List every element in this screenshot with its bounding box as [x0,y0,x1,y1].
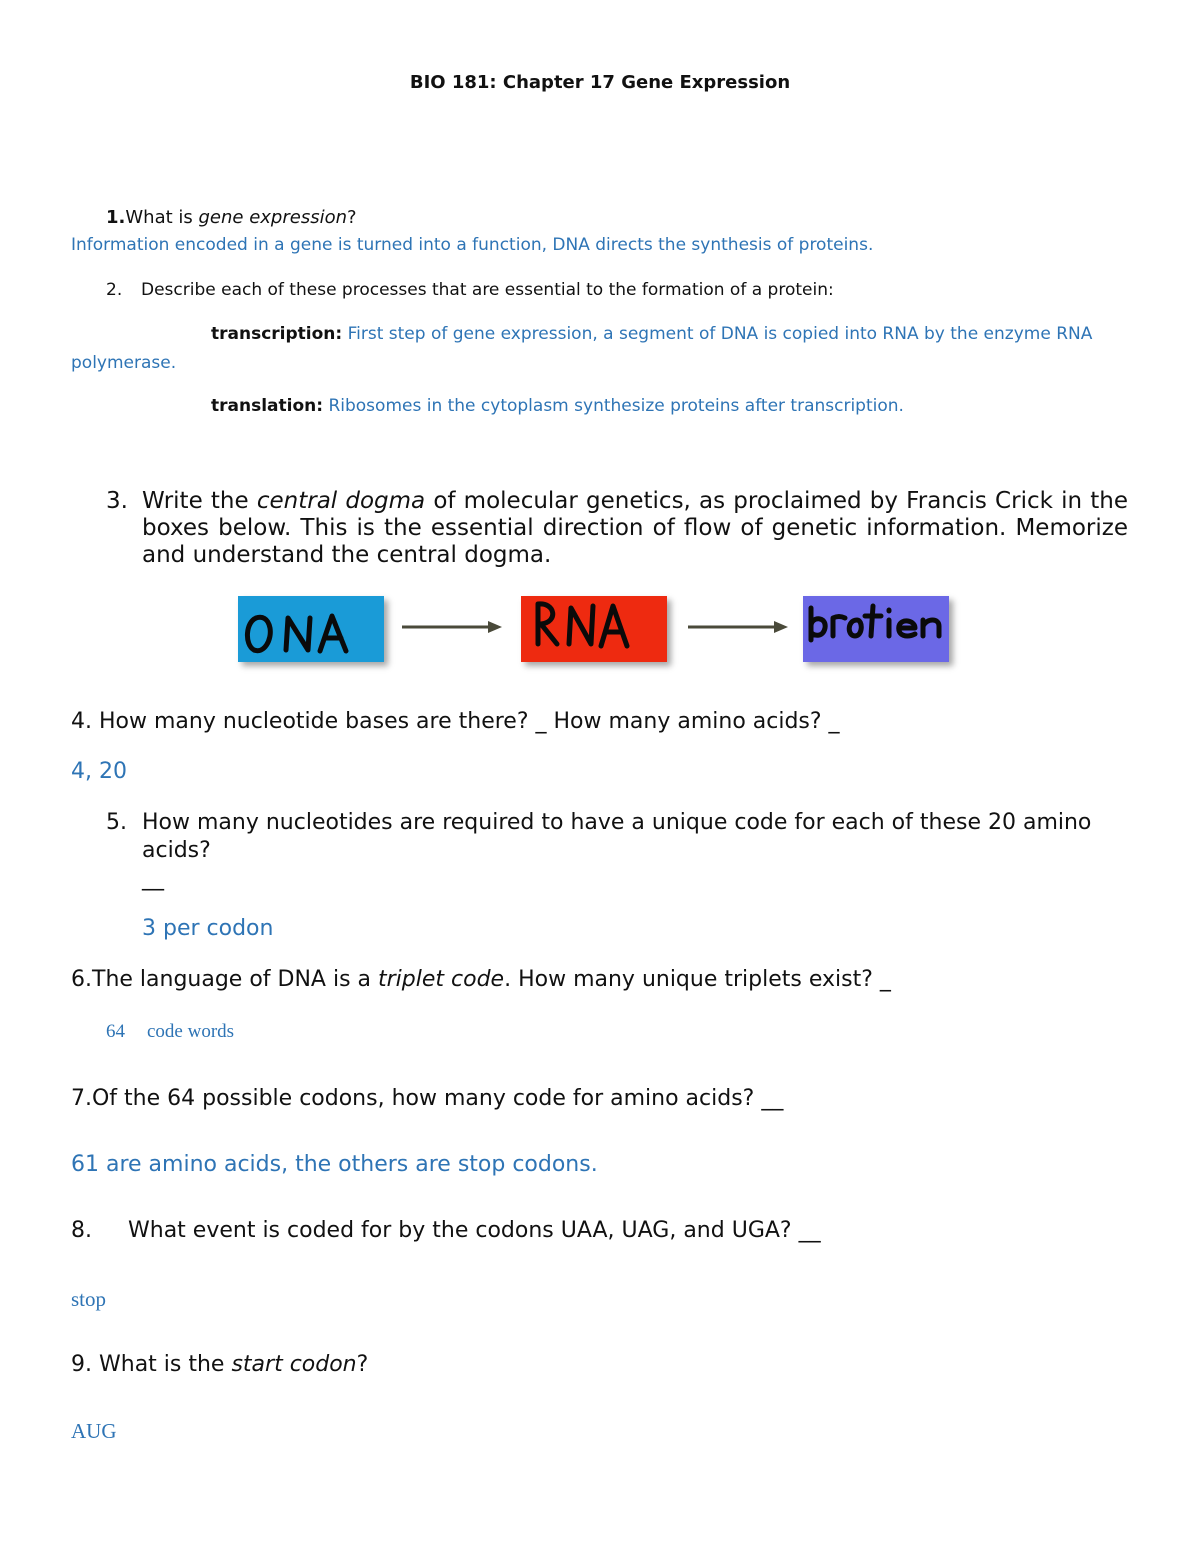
question-4: 4. How many nucleotide bases are there? _ How many amino acids? _ [71,709,840,734]
question-2-text: Describe each of these processes that are essential to the formation of a protein: [141,280,834,300]
question-9-suffix: ? [356,1352,369,1377]
answer-7: 61 are amino acids, the others are stop codons. [71,1152,598,1177]
question-6-suffix: . How many unique triplets exist? _ [504,967,891,992]
question-5-number: 5. [106,810,127,835]
question-8-text: What event is coded for by the codons UAA, UAG, and UGA? __ [128,1218,821,1243]
answer-9: AUG [71,1419,117,1443]
question-6-term: triplet code [378,967,505,992]
answer-8: stop [71,1287,107,1311]
answer-6 [106,1021,234,1043]
question-5-blank: __ [142,866,164,891]
answer-6-text: code words [147,1021,235,1042]
question-9-prefix: What is the [92,1352,232,1377]
answer-4: 4, 20 [71,759,127,784]
question-6-prefix: The language of DNA is a [92,967,379,992]
question-6 [71,967,891,992]
question-1-prefix: What is [125,207,199,228]
dna-box [238,596,384,662]
question-9-term: start codon [231,1352,357,1377]
question-3-suffix: of molecular genetics, as proclaimed by Francis Crick in the boxes below. This is the essential direction of flow of genetic information. Memorize and understand the central dogma. [142,488,1129,568]
question-6-number: 6. [71,967,92,992]
question-9-number: 9. [71,1352,92,1377]
question-3-number: 3. [106,488,128,514]
translation-label: translation: [211,396,324,416]
question-1-term: gene expression [198,207,348,228]
question-7: 7.Of the 64 possible codons, how many code for amino acids? __ [71,1086,784,1111]
answer-1: Information encoded in a gene is turned into a function, DNA directs the synthesis of proteins. [71,235,874,255]
question-1-number: 1. [106,207,126,228]
question-3-text [142,488,1128,569]
rna-box [521,596,667,662]
answer-6-number: 64 [106,1021,125,1042]
question-2-number: 2. [106,280,123,300]
translation-line [211,396,904,416]
arrow-rna-to-protein [686,619,790,639]
question-8-number: 8. [71,1218,92,1243]
question-5-line-1: How many nucleotides are required to have a unique code for each of these 20 amino [142,810,1092,835]
protein-handwriting-drawing [803,596,953,662]
question-1-suffix: ? [347,207,357,228]
transcription-answer: First step of gene expression, a segment of DNA is copied into RNA by the enzyme RNA [347,324,1093,344]
question-9 [71,1352,368,1377]
rna-handwriting-drawing [521,596,667,662]
dna-handwriting-drawing [238,596,384,662]
page-title: BIO 181: Chapter 17 Gene Expression [409,72,791,93]
transcription-answer-continued: polymerase. [71,353,177,373]
question-3-term: central dogma [256,488,426,514]
question-3-prefix: Write the [142,488,257,514]
question-5-line-2: acids? [142,838,211,863]
protein-box [803,596,949,662]
translation-answer: Ribosomes in the cytoplasm synthesize proteins after transcription. [328,396,904,416]
question-1 [106,207,357,228]
transcription-label: transcription: [211,324,343,344]
arrow-dna-to-rna [400,619,504,639]
answer-5: 3 per codon [142,916,274,941]
transcription-line [211,324,1092,344]
